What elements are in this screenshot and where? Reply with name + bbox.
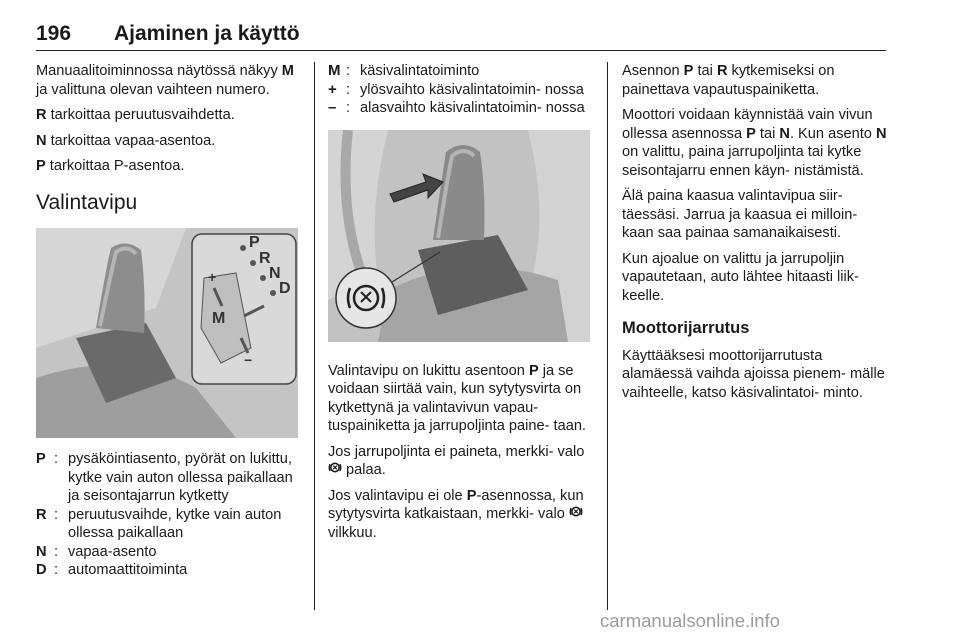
paragraph: Manuaalitoiminnossa näytössä näkyy M ja valittuna olevan vaihteen numero. — [36, 63, 294, 98]
figure-label-r: R — [259, 250, 271, 267]
page-header — [36, 22, 886, 51]
definition-text: : vapaa-asento — [54, 543, 298, 562]
brake-warning-icon — [569, 505, 583, 518]
definition-text: : peruutusvaihde, kytke vain auton ollessa paikallaan — [54, 506, 298, 543]
paragraph: Kun ajoalue on valittu ja jarrupoljin vapautetaan, auto lähtee hitaasti liik- keelle. — [622, 250, 859, 304]
page-number: 196 — [36, 22, 72, 45]
column-2 — [328, 62, 596, 549]
definition-key: D — [36, 562, 47, 578]
paragraph: Jos jarrupoljinta ei paineta, merkki- valo palaa. — [328, 443, 585, 478]
gear-selector-illustration — [36, 228, 298, 438]
column-divider — [607, 62, 608, 610]
gear-lever-drawing — [328, 130, 590, 342]
definition-key: + — [328, 80, 337, 98]
paragraph: Käyttääksesi moottorijarrutusta alamäessä vaihda ajoissa pienem- mälle vaihteelle, katso käsivalintatoi- minto. — [622, 347, 885, 401]
paragraph: R tarkoittaa peruutusvaihdetta. — [36, 107, 235, 123]
paragraph: Asennon P tai R kytkemiseksi on painettava vapautuspainiketta. — [622, 63, 835, 98]
paragraph: N tarkoittaa vapaa-asentoa. — [36, 132, 216, 149]
definition-text: : käsivalintatoiminto — [346, 62, 596, 81]
watermark: carmanualsonline.info — [600, 610, 780, 631]
figure-label-minus: − — [244, 352, 253, 368]
column-1 — [36, 62, 298, 580]
paragraph: Älä paina kaasua valintavipua siir- täessäsi. Jarrua ja kaasua ei milloin- kaan saa painaa samanaikaisesti. — [622, 188, 858, 241]
definition-key: R — [36, 506, 47, 523]
column-3 — [622, 62, 890, 409]
position-definition-list — [36, 450, 298, 580]
figure-label-plus: + — [208, 269, 217, 285]
paragraph: Jos valintavipu ei ole P-asennossa, kun sytytysvirta katkaistaan, merkki- valo vilkkuu. — [328, 487, 584, 541]
definition-key: – — [328, 99, 337, 116]
manual-definition-list — [328, 62, 596, 118]
chapter-title: Ajaminen ja käyttö — [114, 22, 300, 45]
definition-text: : ylösvaihto käsivalintatoimin- nossa — [346, 81, 596, 100]
paragraph: P tarkoittaa P-asentoa. — [36, 158, 185, 174]
figure-label-d: D — [279, 280, 291, 297]
brake-warning-icon — [328, 461, 342, 474]
definition-text: : automaattitoiminta — [54, 561, 298, 580]
definition-key: P — [36, 451, 46, 467]
section-heading: Valintavipu — [36, 190, 138, 214]
gear-lever-brake-illustration — [328, 130, 590, 342]
section-heading: Moottorijarrutus — [622, 319, 750, 337]
figure-label-n: N — [269, 265, 281, 282]
paragraph: Moottori voidaan käynnistää vain vivun ollessa asennossa P tai N. Kun asento N on valittu, paina jarrupoljinta tai kytke seisontajarru ennen käyn- nistämistä. — [622, 107, 887, 179]
column-divider — [314, 62, 315, 610]
definition-key: M — [328, 62, 341, 79]
figure-label-m: M — [212, 310, 226, 327]
paragraph: Valintavipu on lukittu asentoon P ja se voidaan siirtää vain, kun sytytysvirta on kytkettynä ja valintavivun vapau- tuspainiketta ja jarrupoljinta paine- taan. — [328, 362, 586, 434]
definition-key: N — [36, 543, 47, 560]
definition-text: : pysäköintiasento, pyörät on lukittu, kytke vain auton ollessa paikallaan ja seisontajarrun kytketty — [54, 450, 298, 506]
figure-label-p: P — [249, 234, 260, 251]
definition-text: : alasvaihto käsivalintatoimin- nossa — [346, 99, 596, 118]
